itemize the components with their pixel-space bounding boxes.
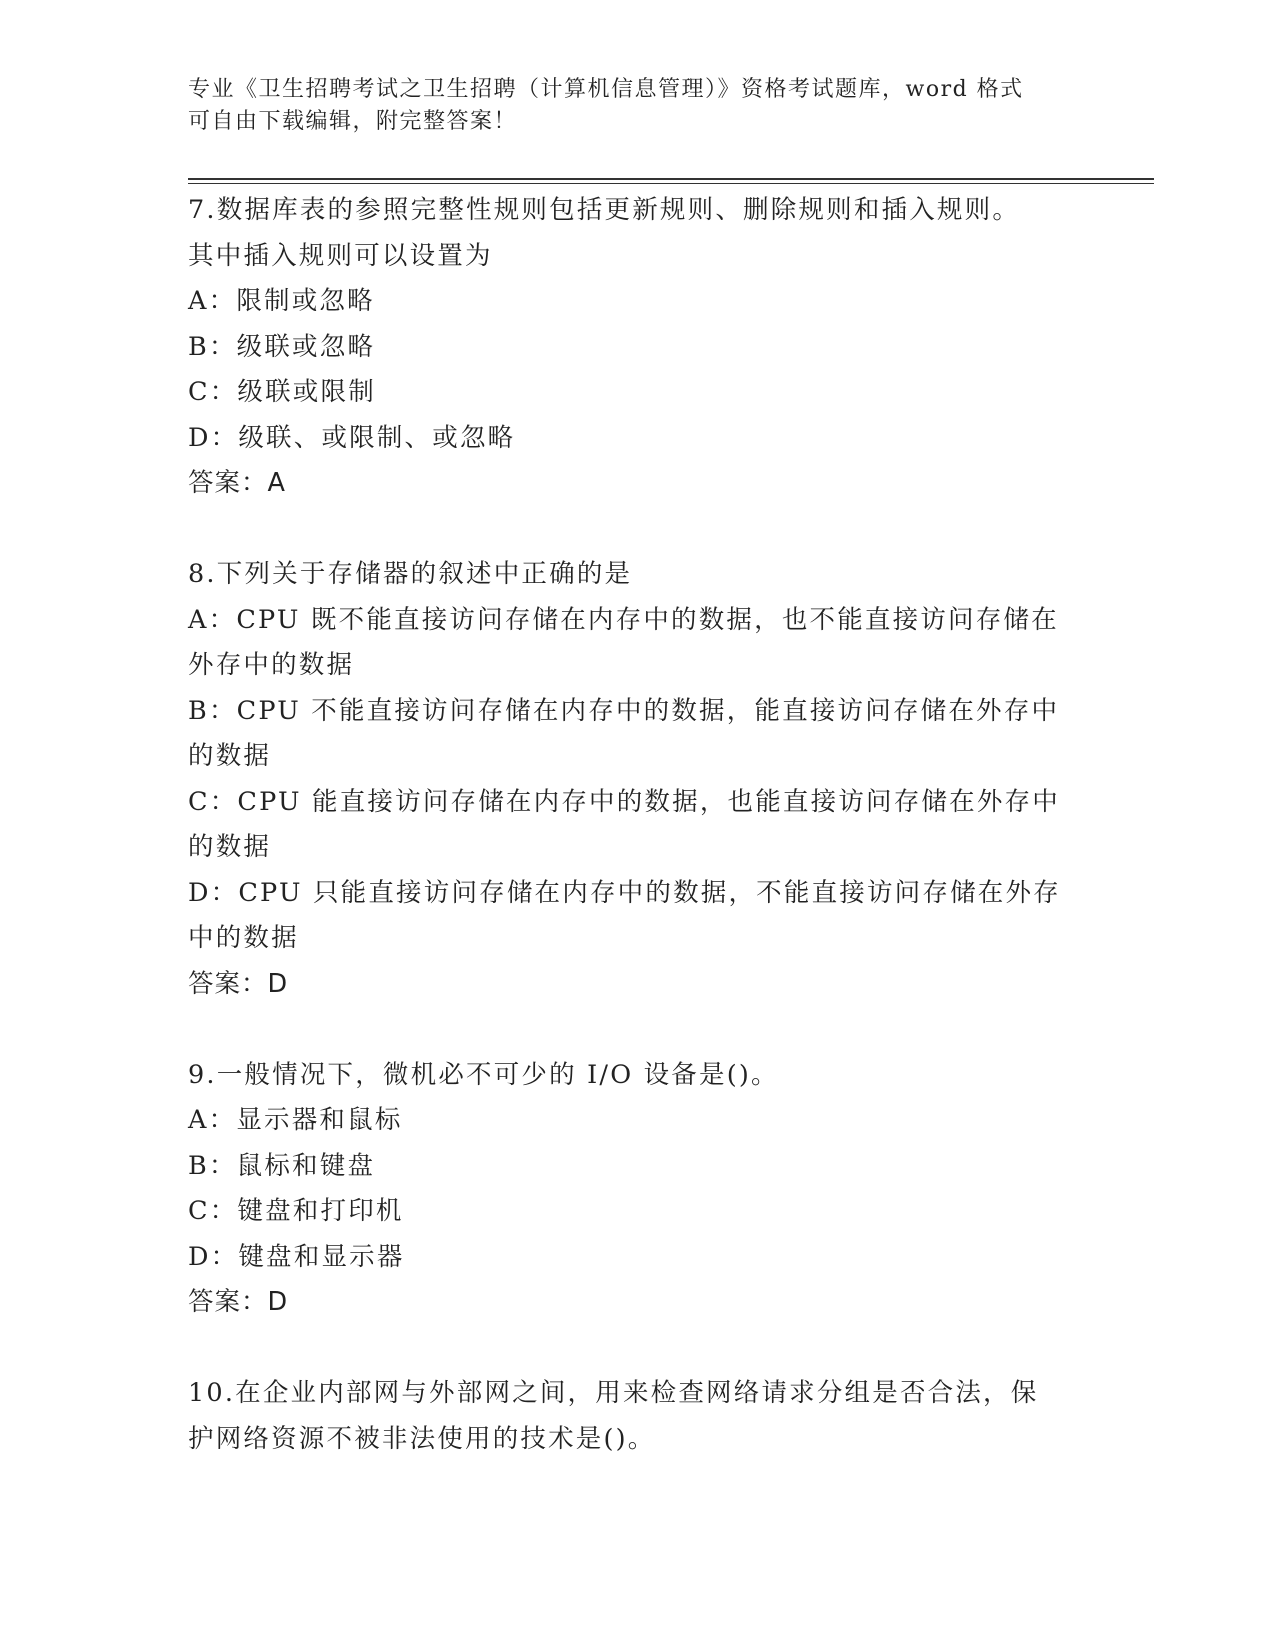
answer: 答案：D: [188, 1287, 289, 1317]
question-text-line: 其中插入规则可以设置为: [188, 240, 493, 271]
header-rule-thin: [188, 183, 1154, 184]
header-rule-thick: [188, 178, 1154, 180]
question-spacer: [188, 507, 1088, 553]
option-d: D：级联、或限制、或忽略: [188, 422, 516, 453]
option-d: D：键盘和显示器: [188, 1241, 405, 1272]
question-7: [188, 188, 1088, 507]
answer: 答案：D: [188, 968, 289, 999]
option-c-continued: 的数据: [188, 832, 272, 862]
answer: 答案：A: [188, 468, 286, 498]
header-line-2: 可自由下载编辑，附完整答案！: [188, 109, 518, 134]
option-b: B：CPU 不能直接访问存储在内存中的数据，能直接访问存储在外存中: [188, 695, 1060, 726]
option-a-continued: 外存中的数据: [188, 650, 355, 680]
question-text-line: 9.一般情况下，微机必不可少的 I/O 设备是()。: [188, 1059, 779, 1090]
question-9: [188, 1053, 1088, 1326]
question-list: [188, 188, 1088, 1462]
option-d: D：CPU 只能直接访问存储在内存中的数据，不能直接访问存储在外存: [188, 877, 1061, 908]
question-text-line: 8.下列关于存储器的叙述中正确的是: [188, 559, 633, 589]
question-text-line: 护网络资源不被非法使用的技术是()。: [188, 1423, 656, 1454]
option-b: B：级联或忽略: [188, 331, 376, 362]
option-a: A：显示器和鼠标: [188, 1105, 403, 1135]
option-c: C：级联或限制: [188, 377, 376, 407]
question-text-line: 7.数据库表的参照完整性规则包括更新规则、删除规则和插入规则。: [188, 195, 1021, 225]
option-b-continued: 的数据: [188, 741, 272, 771]
question-10: [188, 1371, 1088, 1462]
option-c: C：CPU 能直接访问存储在内存中的数据，也能直接访问存储在外存中: [188, 786, 1060, 817]
option-d-continued: 中的数据: [188, 923, 299, 953]
option-c: C：键盘和打印机: [188, 1196, 404, 1226]
question-8: [188, 552, 1088, 1007]
question-spacer: [188, 1007, 1088, 1053]
question-text-line: 10.在企业内部网与外部网之间，用来检查网络请求分组是否合法，保: [188, 1378, 1039, 1408]
option-a: A：CPU 既不能直接访问存储在内存中的数据，也不能直接访问存储在: [188, 604, 1059, 635]
header-line-1: 专业《卫生招聘考试之卫生招聘（计算机信息管理）》资格考试题库，word 格式: [188, 77, 1024, 102]
option-b: B：鼠标和键盘: [188, 1150, 376, 1181]
question-spacer: [188, 1326, 1088, 1372]
document-header: [188, 74, 1068, 138]
option-a: A：限制或忽略: [188, 286, 375, 316]
